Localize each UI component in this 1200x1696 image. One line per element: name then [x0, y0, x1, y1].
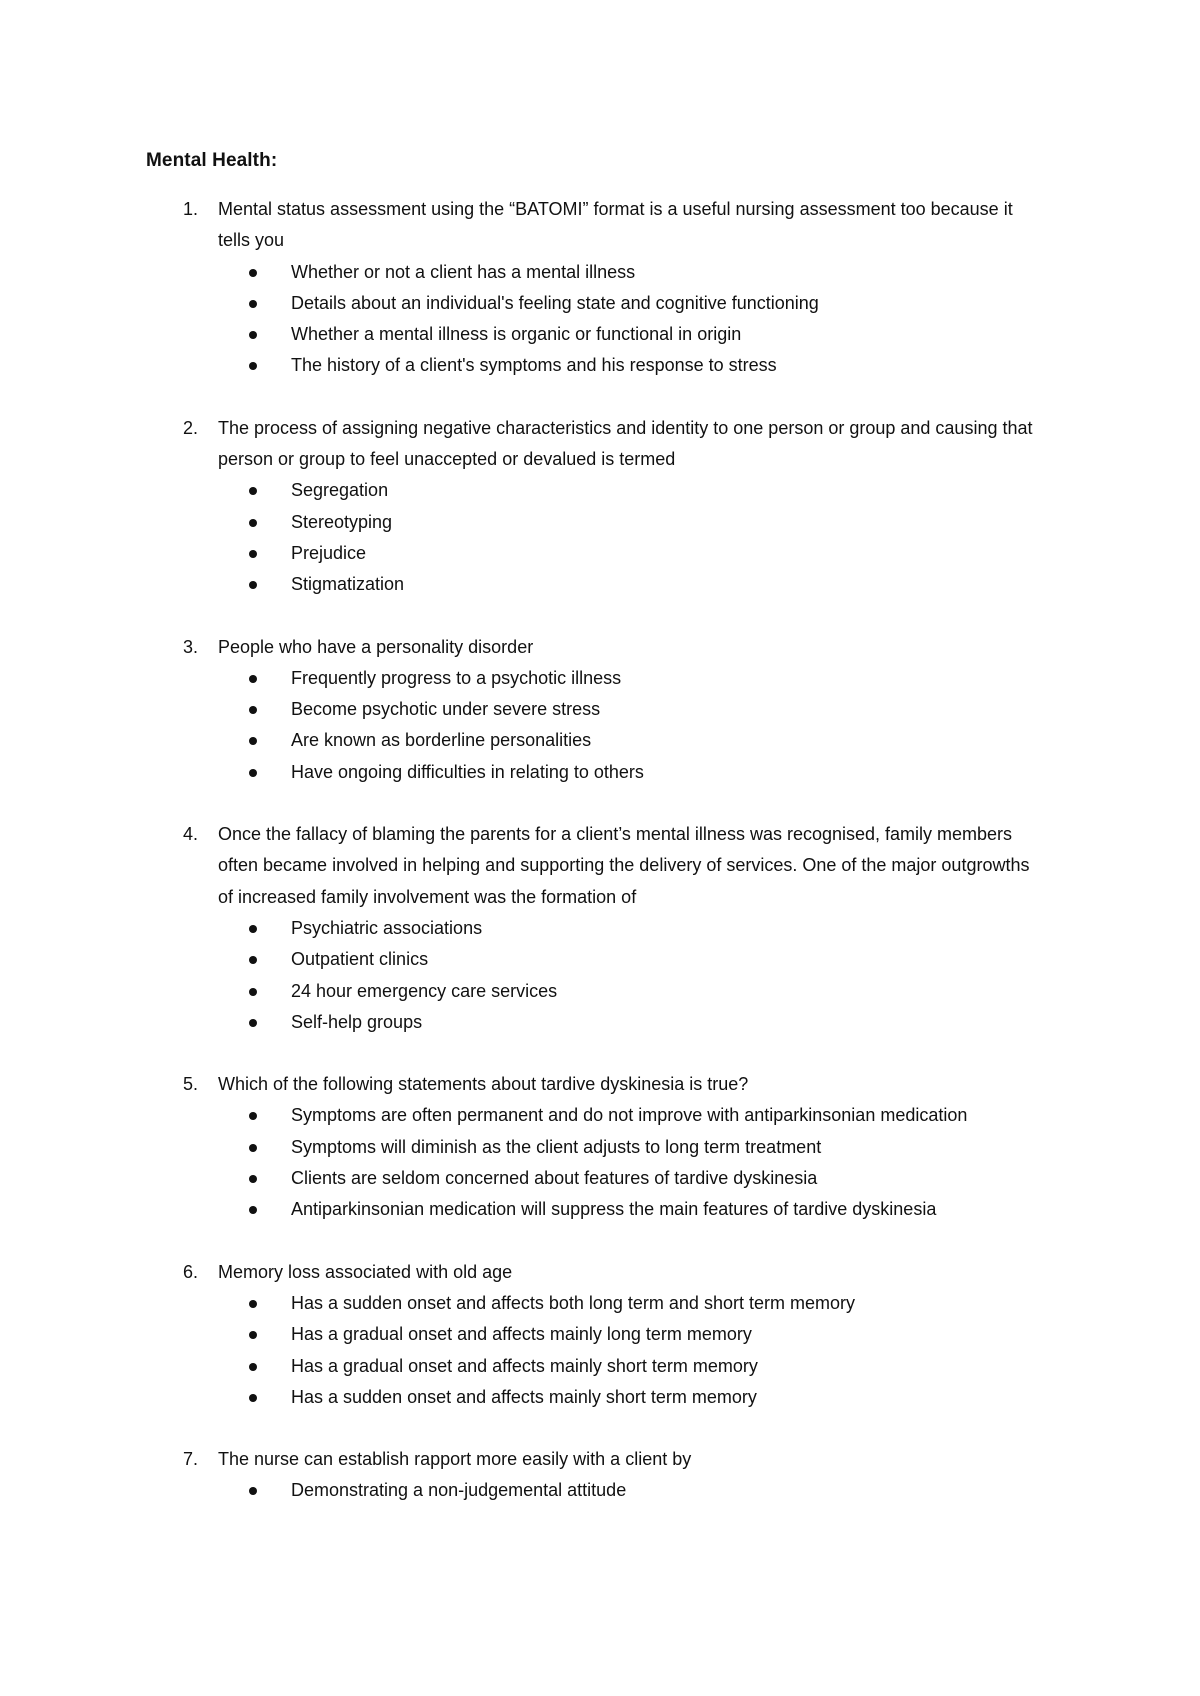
- question-number: 5.: [183, 1074, 199, 1095]
- question-stem: [146, 632, 1046, 663]
- bullet-icon: [249, 487, 257, 495]
- document-content: [146, 148, 1046, 1538]
- option-text: Has a gradual onset and affects mainly long term memory: [291, 1324, 752, 1345]
- bullet-icon: [249, 988, 257, 996]
- option-text: Prejudice: [291, 542, 367, 563]
- question-number: 7.: [183, 1449, 199, 1470]
- bullet-icon: [249, 1112, 257, 1120]
- question-text: Memory loss associated with old age: [218, 1261, 513, 1282]
- question-5: [146, 1069, 1046, 1225]
- question-3: [146, 632, 1046, 788]
- question-number: 3.: [183, 636, 199, 657]
- bullet-icon: [249, 1394, 257, 1402]
- option-item: [146, 1163, 1046, 1194]
- option-item: [146, 1351, 1046, 1382]
- option-item: [146, 507, 1046, 538]
- question-stem: [146, 194, 1046, 257]
- bullet-icon: [249, 331, 257, 339]
- question-4: [146, 819, 1046, 1038]
- option-text: Stereotyping: [291, 511, 393, 532]
- option-item: [146, 1132, 1046, 1163]
- option-item: [146, 1007, 1046, 1038]
- bullet-icon: [249, 1363, 257, 1371]
- option-item: [146, 757, 1046, 788]
- option-text: Outpatient clinics: [291, 949, 429, 970]
- bullet-icon: [249, 362, 257, 370]
- option-text: Segregation: [291, 480, 389, 501]
- option-text: Clients are seldom concerned about features of tardive dyskinesia: [291, 1168, 818, 1189]
- bullet-icon: [249, 300, 257, 308]
- bullet-icon: [249, 925, 257, 933]
- bullet-icon: [249, 581, 257, 589]
- bullet-icon: [249, 737, 257, 745]
- option-text: Whether or not a client has a mental illness: [291, 261, 636, 282]
- question-2: [146, 413, 1046, 601]
- question-6: [146, 1257, 1046, 1413]
- option-list: [146, 1288, 1046, 1413]
- bullet-icon: [249, 675, 257, 683]
- question-text: People who have a personality disorder: [218, 636, 534, 657]
- question-number: 6.: [183, 1261, 199, 1282]
- question-text: Once the fallacy of blaming the parents for a client’s mental illness was recognised, family members often became involved in helping and supporting the delivery of services. One of the major outgrowths of increased family involvement was the formation of: [218, 824, 1030, 907]
- option-text: Demonstrating a non-judgemental attitude: [291, 1480, 627, 1501]
- option-text: Become psychotic under severe stress: [291, 699, 601, 720]
- option-item: [146, 944, 1046, 975]
- option-item: [146, 1194, 1046, 1225]
- option-list: [146, 1475, 1046, 1506]
- option-item: [146, 1100, 1046, 1131]
- option-list: [146, 663, 1046, 788]
- option-item: [146, 725, 1046, 756]
- option-list: [146, 257, 1046, 382]
- document-title: Mental Health:: [146, 150, 278, 171]
- bullet-icon: [249, 956, 257, 964]
- option-text: 24 hour emergency care services: [291, 980, 558, 1001]
- question-stem: [146, 1257, 1046, 1288]
- question-stem: [146, 819, 1046, 913]
- option-list: [146, 1100, 1046, 1225]
- option-item: [146, 350, 1046, 381]
- option-item: [146, 257, 1046, 288]
- question-stem: [146, 413, 1046, 476]
- question-text: The process of assigning negative characteristics and identity to one person or group and causing that person or group to feel unaccepted or devalued is termed: [218, 417, 1033, 470]
- option-text: Have ongoing difficulties in relating to others: [291, 761, 644, 782]
- option-item: [146, 319, 1046, 350]
- option-text: Stigmatization: [291, 574, 405, 595]
- bullet-icon: [249, 1019, 257, 1027]
- option-text: Are known as borderline personalities: [291, 730, 592, 751]
- option-item: [146, 475, 1046, 506]
- option-text: Antiparkinsonian medication will suppress the main features of tardive dyskinesia: [291, 1199, 937, 1220]
- option-item: [146, 663, 1046, 694]
- question-text: The nurse can establish rapport more easily with a client by: [218, 1449, 692, 1470]
- option-item: [146, 976, 1046, 1007]
- option-item: [146, 1475, 1046, 1506]
- question-text: Which of the following statements about tardive dyskinesia is true?: [218, 1074, 749, 1095]
- bullet-icon: [249, 769, 257, 777]
- option-text: Symptoms will diminish as the client adjusts to long term treatment: [291, 1136, 822, 1157]
- question-number: 2.: [183, 417, 199, 438]
- bullet-icon: [249, 1175, 257, 1183]
- option-item: [146, 538, 1046, 569]
- option-item: [146, 1382, 1046, 1413]
- question-number: 1.: [183, 199, 199, 219]
- option-text: Symptoms are often permanent and do not improve with antiparkinsonian medication: [291, 1105, 968, 1126]
- option-text: Frequently progress to a psychotic illness: [291, 667, 622, 688]
- option-item: [146, 1288, 1046, 1319]
- bullet-icon: [249, 1206, 257, 1214]
- bullet-icon: [249, 1487, 257, 1495]
- bullet-icon: [249, 1300, 257, 1308]
- question-number: 4.: [183, 824, 199, 845]
- option-item: [146, 288, 1046, 319]
- option-text: The history of a client's symptoms and his response to stress: [291, 355, 777, 376]
- question-1: [146, 194, 1046, 382]
- question-stem: [146, 1069, 1046, 1100]
- bullet-icon: [249, 550, 257, 558]
- option-list: [146, 913, 1046, 1038]
- option-item: [146, 913, 1046, 944]
- bullet-icon: [249, 519, 257, 527]
- option-list: [146, 475, 1046, 600]
- option-text: Has a sudden onset and affects mainly short term memory: [291, 1386, 757, 1407]
- option-text: Has a sudden onset and affects both long term and short term memory: [291, 1292, 855, 1313]
- bullet-icon: [249, 706, 257, 714]
- option-text: Details about an individual's feeling state and cognitive functioning: [291, 292, 819, 313]
- option-text: Has a gradual onset and affects mainly short term memory: [291, 1355, 758, 1376]
- question-7: [146, 1444, 1046, 1507]
- option-item: [146, 569, 1046, 600]
- option-text: Whether a mental illness is organic or functional in origin: [291, 324, 742, 345]
- option-text: Self-help groups: [291, 1011, 423, 1032]
- option-item: [146, 1319, 1046, 1350]
- option-item: [146, 694, 1046, 725]
- bullet-icon: [249, 1331, 257, 1339]
- question-text: Mental status assessment using the “BATOMI” format is a useful nursing assessment too because it tells you: [218, 199, 1013, 251]
- bullet-icon: [249, 269, 257, 277]
- question-stem: [146, 1444, 1046, 1475]
- option-text: Psychiatric associations: [291, 917, 483, 938]
- bullet-icon: [249, 1144, 257, 1152]
